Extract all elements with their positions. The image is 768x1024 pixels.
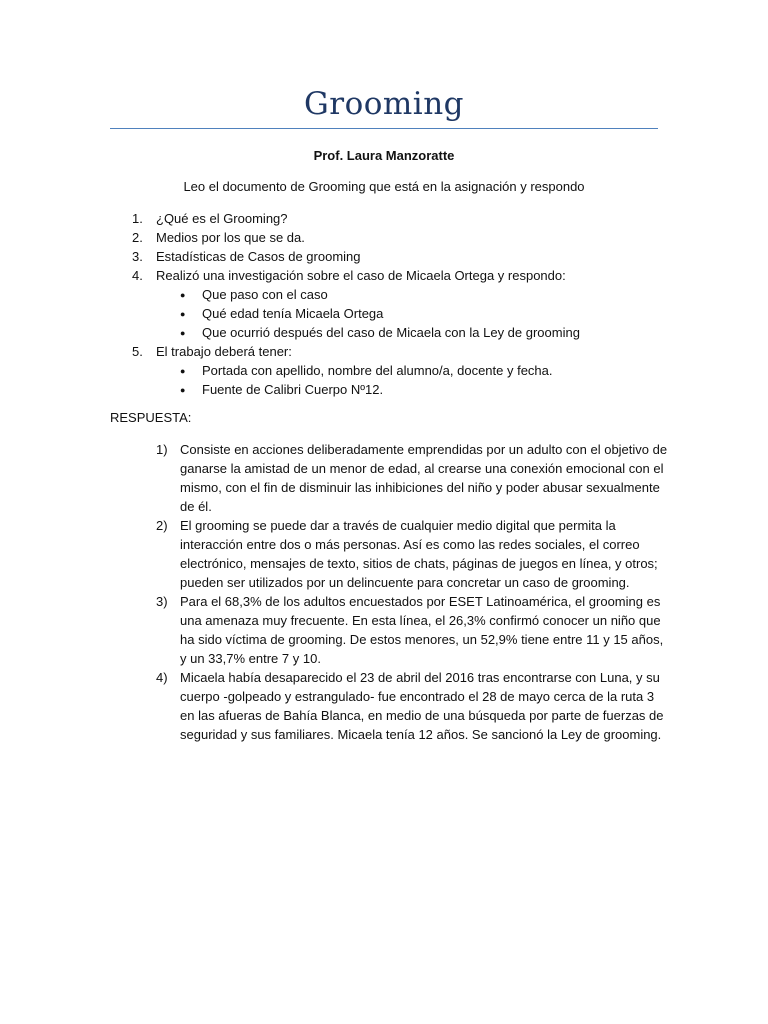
answer-text: El grooming se puede dar a través de cualquier medio digital que permita la interacción entre dos o más personas. Así es como las redes sociales, el correo electrónico, mensajes de texto, sitios de chats, páginas de juegos en línea, y otros; pueden ser utilizados por un delincuente para concretar un caso de grooming.	[180, 518, 658, 590]
response-heading: RESPUESTA:	[110, 410, 192, 425]
answer-number: 3)	[156, 594, 168, 609]
answer-item	[110, 440, 670, 516]
sub-item-text: Fuente de Calibri Cuerpo Nº12.	[202, 382, 384, 397]
author-line: Prof. Laura Manzoratte	[313, 148, 455, 163]
task-text: Medios por los que se da.	[156, 230, 305, 245]
task-text: El trabajo deberá tener:	[156, 344, 292, 359]
instruction-line: Leo el documento de Grooming que está en la asignación y respondo	[183, 179, 585, 194]
task-number: 5.	[132, 344, 143, 359]
title-underline	[110, 128, 658, 129]
answer-text: Micaela había desaparecido el 23 de abril del 2016 tras encontrarse con Luna, y su cuerpo -golpeado y estrangulado- fue encontrado el 28 de mayo cerca de la ruta 3 en las afueras de Bahía Blanca, en medio de una búsqueda por parte de fuerzas de seguridad y sus familiares. Micaela tenía 12 años. Se sancionó la Ley de grooming.	[180, 670, 664, 742]
sub-list	[156, 361, 670, 399]
task-number: 4.	[132, 268, 143, 283]
sub-item-text: Portada con apellido, nombre del alumno/a, docente y fecha.	[202, 363, 553, 378]
answer-number: 2)	[156, 518, 168, 533]
bullet-icon: ●	[180, 366, 186, 376]
answer-number: 4)	[156, 670, 168, 685]
sub-item-text: Que ocurrió después del caso de Micaela con la Ley de grooming	[202, 325, 580, 340]
sub-item	[110, 323, 670, 342]
task-list	[110, 209, 670, 399]
bullet-icon: ●	[180, 290, 186, 300]
answer-item	[110, 516, 670, 592]
sub-item-text: Que paso con el caso	[202, 287, 328, 302]
sub-list	[156, 285, 670, 342]
page-title: Grooming	[303, 86, 465, 122]
answer-text: Para el 68,3% de los adultos encuestados por ESET Latinoamérica, el grooming es una amenaza muy frecuente. En esta línea, el 26,3% confirmó conocer un niño que ha sido víctima de grooming. De estos menores, un 52,9% tiene entre 11 y 15 años, y un 33,7% entre 7 y 10.	[180, 594, 664, 666]
task-item	[110, 209, 670, 228]
task-text: Realizó una investigación sobre el caso de Micaela Ortega y respondo:	[156, 268, 566, 283]
task-text: ¿Qué es el Grooming?	[156, 211, 288, 226]
bullet-icon: ●	[180, 328, 186, 338]
task-item	[110, 342, 670, 399]
task-number: 2.	[132, 230, 143, 245]
answer-item	[110, 592, 670, 668]
bullet-icon: ●	[180, 385, 186, 395]
task-text: Estadísticas de Casos de grooming	[156, 249, 361, 264]
sub-item	[110, 380, 670, 399]
sub-item	[110, 285, 670, 304]
task-item	[110, 266, 670, 342]
sub-item-text: Qué edad tenía Micaela Ortega	[202, 306, 384, 321]
sub-item	[110, 304, 670, 323]
task-number: 1.	[132, 211, 143, 226]
answer-list	[110, 440, 670, 744]
task-item	[110, 228, 670, 247]
task-item	[110, 247, 670, 266]
answer-text: Consiste en acciones deliberadamente emprendidas por un adulto con el objetivo de ganarse la amistad de un menor de edad, al crearse una conexión emocional con el mismo, con el fin de disminuir las inhibiciones del niño y poder abusar sexualmente de él.	[180, 442, 668, 514]
sub-item	[110, 361, 670, 380]
answer-number: 1)	[156, 442, 168, 457]
bullet-icon: ●	[180, 309, 186, 319]
answer-item	[110, 668, 670, 744]
task-number: 3.	[132, 249, 143, 264]
